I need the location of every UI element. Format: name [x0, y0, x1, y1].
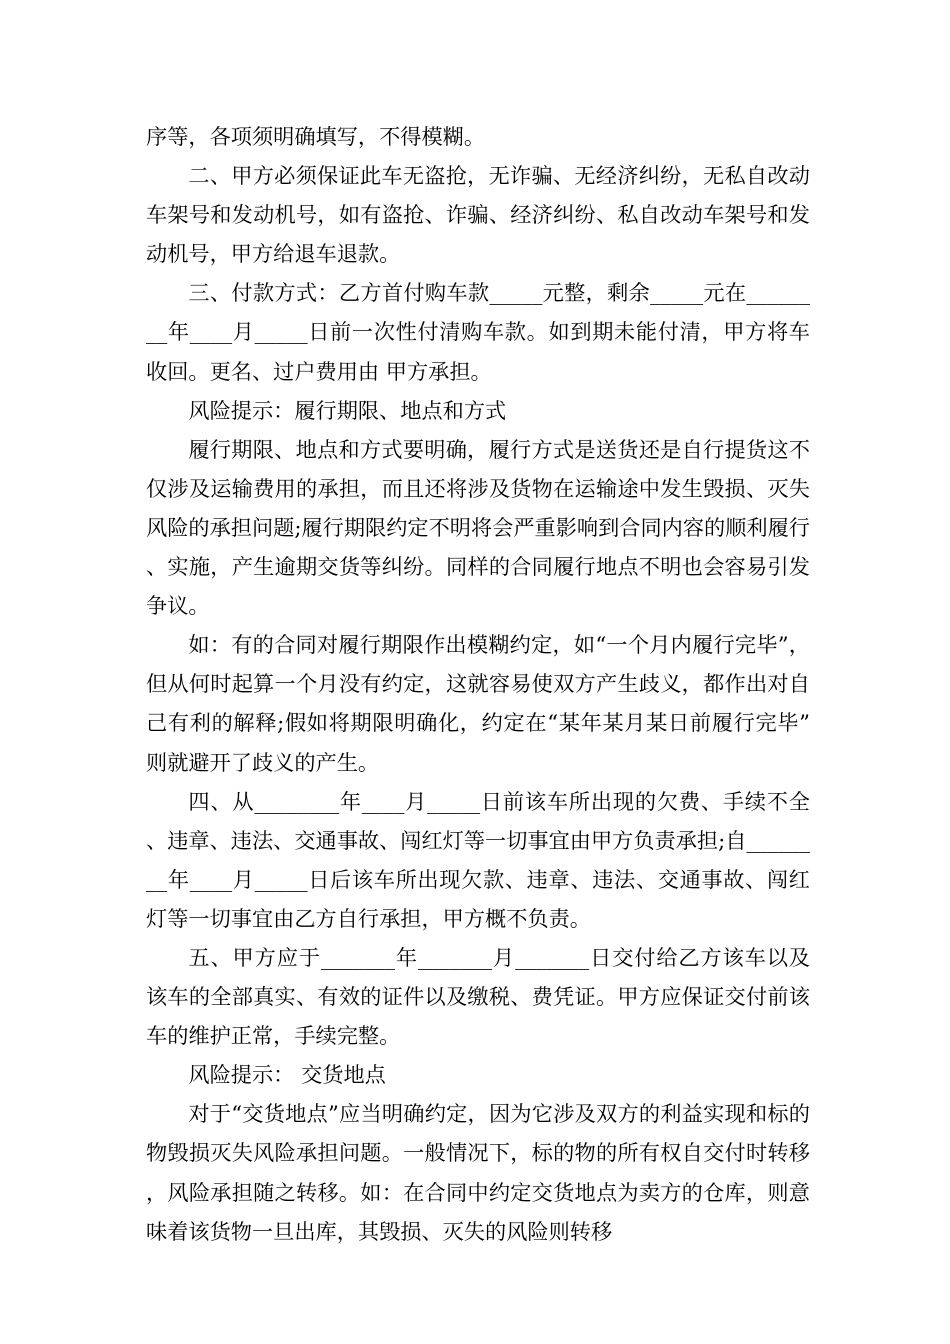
- paragraph-clause-two: 二、甲方必须保证此车无盗抢，无诈骗、无经济纠纷，无私自改动车架号和发动机号，如有盗抢、诈骗、经济纠纷、私自改动车架号和发动机号，甲方给退车退款。: [146, 163, 810, 267]
- document-body: [146, 117, 810, 1251]
- risk-heading-delivery: 风险提示： 交货地点: [188, 1062, 386, 1088]
- paragraph-delivery-explanation: 对于“交货地点”应当明确约定，因为它涉及双方的利益实现和标的物毁损灭失风险承担问题。一般情况下，标的物的所有权自交付时转移，风险承担随之转移。如：在合同中约定交货地点为卖方的仓库，则意味着该货物一旦出库，其毁损、灭失的风险则转移: [146, 1101, 810, 1244]
- paragraph-performance-example: 如：有的合同对履行期限作出模糊约定，如“一个月内履行完毕”，但从何时起算一个月没有约定，这就容易使双方产生歧义，都作出对自己有利的解释;假如将期限明确化，约定在“某年某月某日前履行完毕”则就避开了歧义的产生。: [146, 632, 810, 775]
- paragraph-clause-five: 五、甲方应于_______年_______月_______日交付给乙方该车以及该车的全部真实、有效的证件以及缴税、费凭证。甲方应保证交付前该车的维护正常，手续完整。: [146, 944, 810, 1049]
- paragraph-clause-three: 三、付款方式：乙方首付购车款_____元整，剩余_____元在________年____月_____日前一次性付清购车款。如到期未能付清，甲方将车收回。更名、过户费用由 甲方承担。: [146, 280, 810, 384]
- risk-heading-performance: 风险提示：履行期限、地点和方式: [188, 397, 507, 423]
- paragraph-performance-explanation: 履行期限、地点和方式要明确，履行方式是送货还是自行提货这不仅涉及运输费用的承担，而且还将涉及货物在运输途中发生毁损、灭失风险的承担问题;履行期限约定不明将会严重影响到合同内容的顺利履行、实施，产生逾期交货等纠纷。同样的合同履行地点不明也会容易引发争议。: [146, 436, 810, 619]
- paragraph-continuation: 序等，各项须明确填写，不得模糊。: [146, 124, 486, 149]
- paragraph-clause-four: 四、从________年____月_____日前该车所出现的欠费、手续不全、违章、违法、交通事故、闯红灯等一切事宜由甲方负责承担;自________年____月_____日后该车所出现欠款、违章、违法、交通事故、闯红灯等一切事宜由乙方自行承担，甲方概不负责。: [146, 788, 810, 931]
